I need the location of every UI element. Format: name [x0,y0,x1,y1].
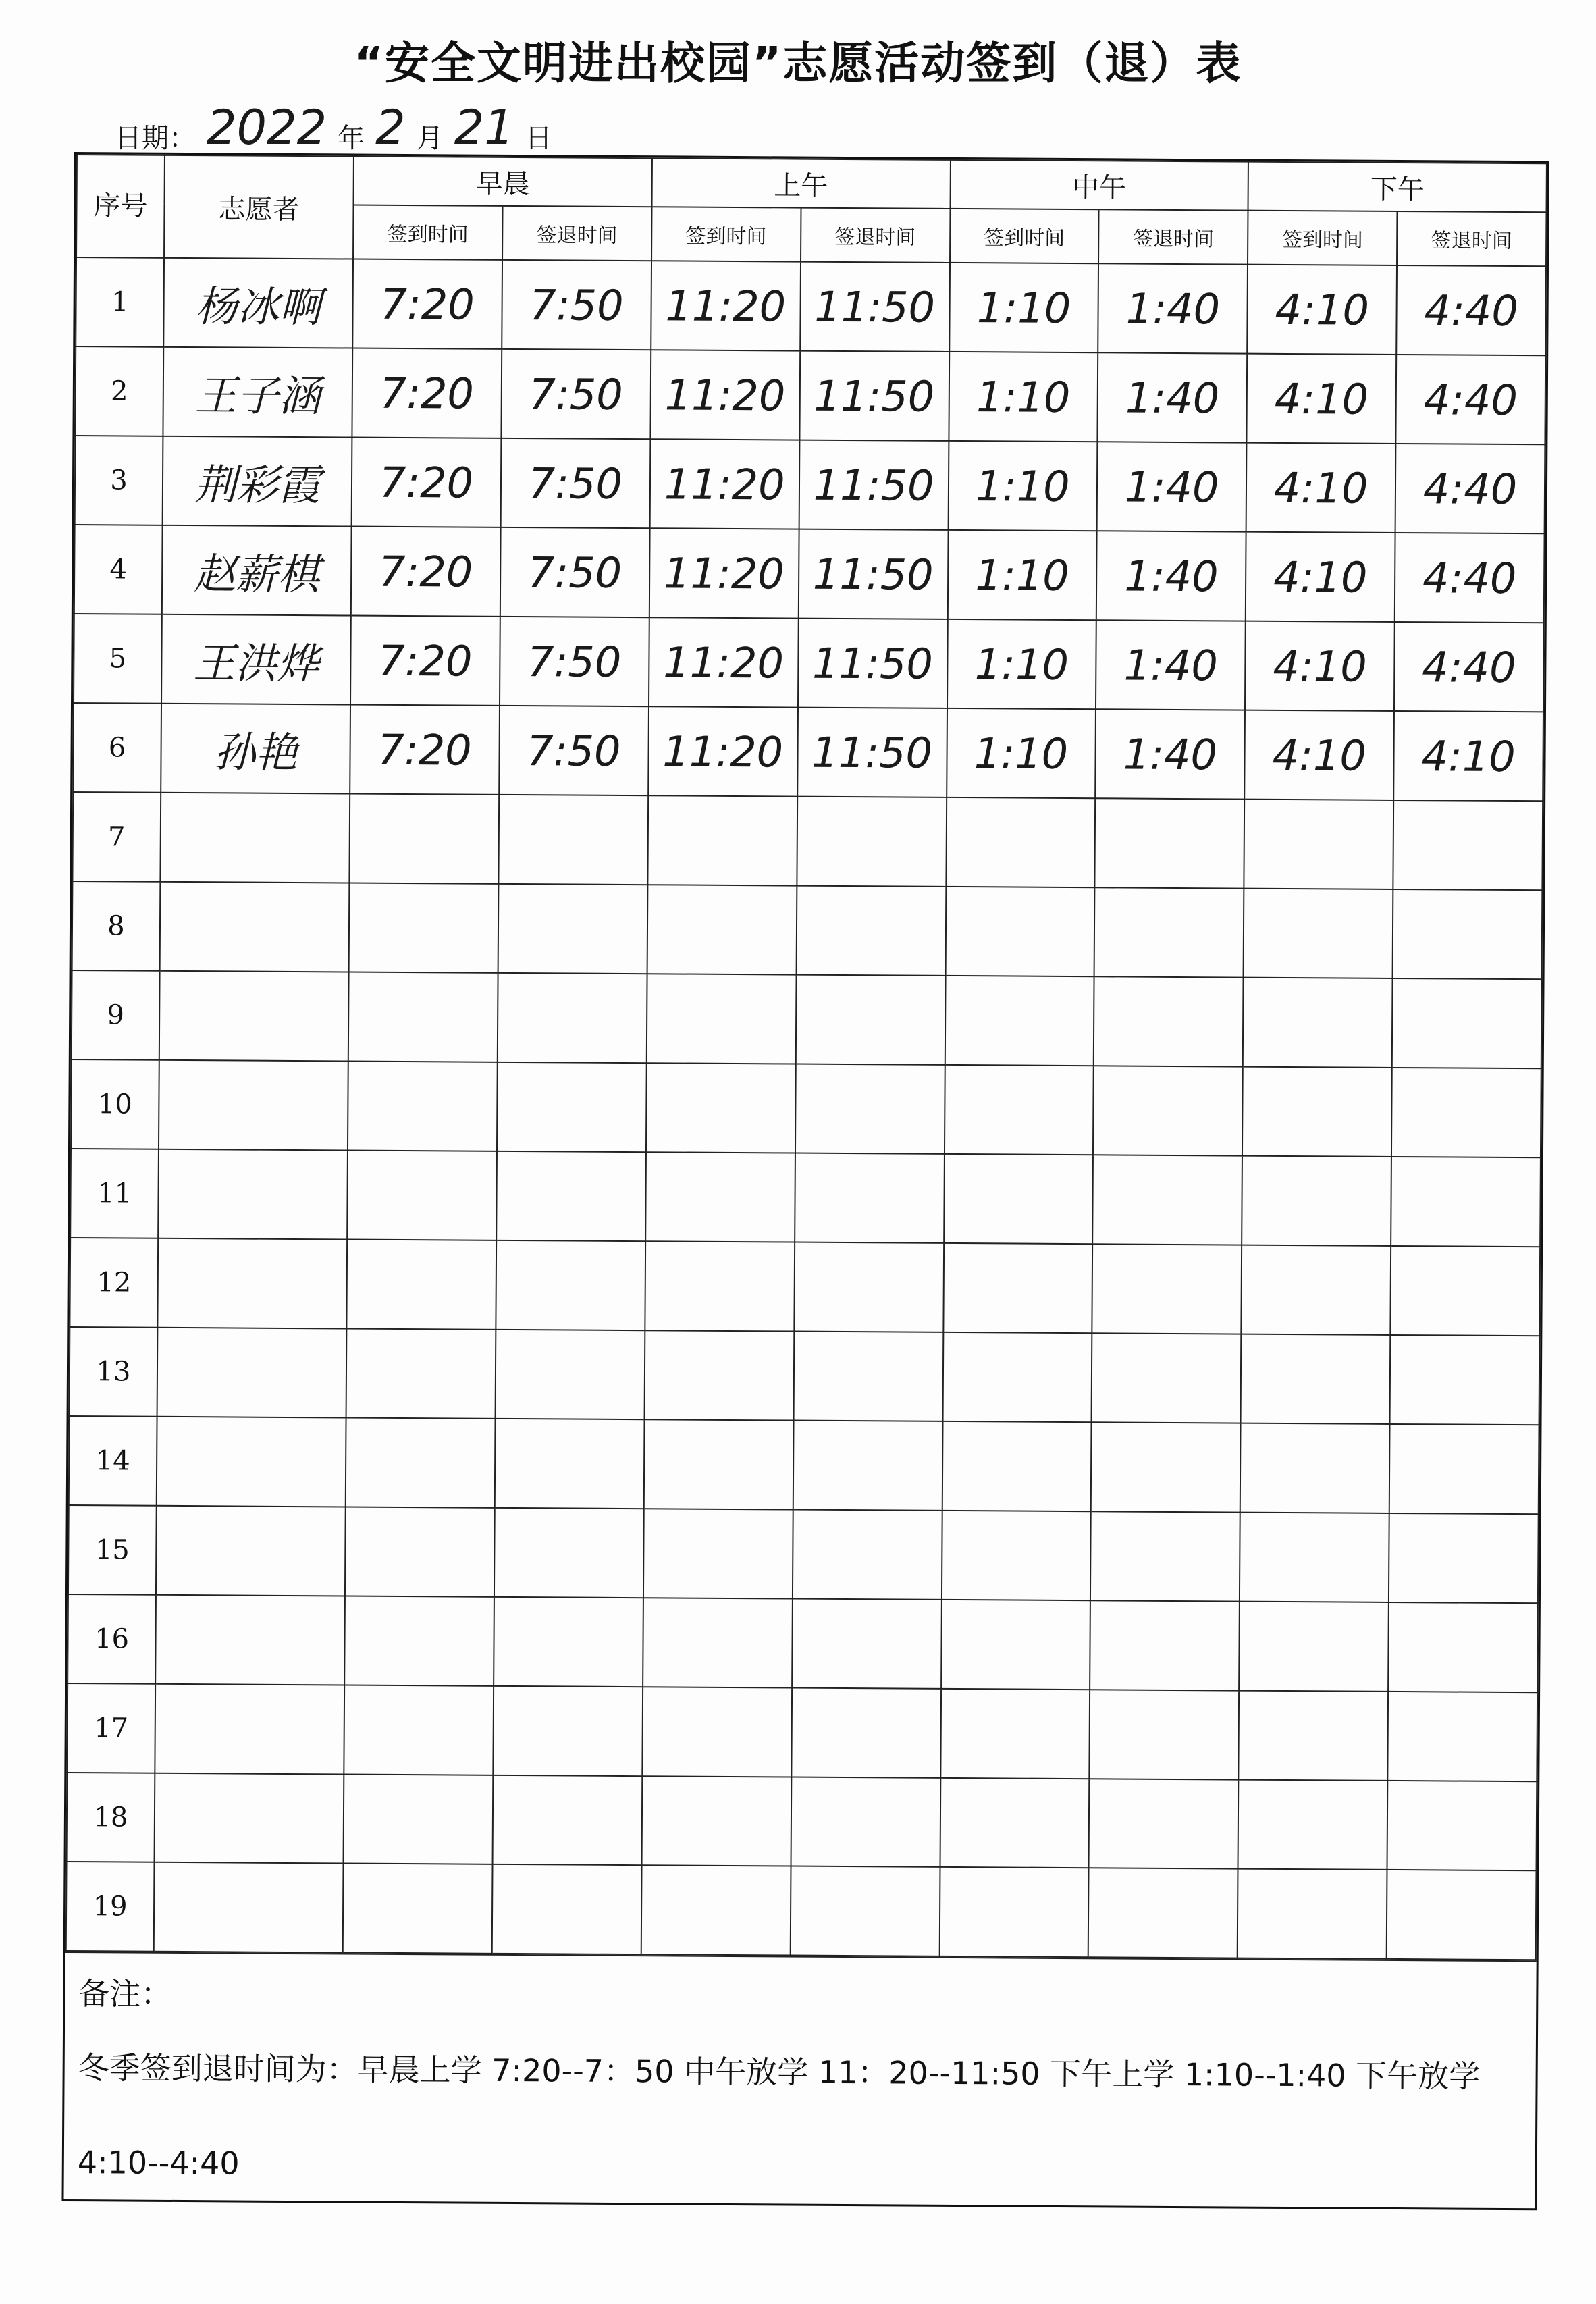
time-cell-blank [348,1062,498,1151]
table-row-empty [70,1149,1541,1247]
row-number: 3 [75,436,163,525]
time-cell: 1:40 [1098,263,1248,353]
time-cell-blank [791,1688,941,1778]
time-cell-blank [1092,1244,1242,1334]
row-number: 17 [67,1683,155,1773]
time-cell-blank [796,886,946,976]
time-cell-blank [349,883,499,973]
time-cell-blank [494,1597,643,1687]
time-cell-blank [1390,1335,1540,1425]
time-cell-blank [1244,800,1394,889]
time-cell: 7:50 [500,527,650,617]
header-sign-out: 签退时间 [801,208,950,263]
time-cell: 11:20 [649,617,799,707]
time-cell-blank [1243,978,1393,1068]
table-row [75,346,1545,444]
time-cell-blank [1387,1692,1537,1781]
table-row-empty [67,1773,1537,1870]
time-cell-blank [498,973,647,1063]
table-row [74,525,1545,623]
time-cell-blank [344,1685,494,1775]
time-cell-blank [1095,798,1245,888]
table-row-empty [70,1238,1540,1336]
table-row-empty [66,1862,1537,1960]
row-number: 11 [70,1149,159,1238]
time-cell-blank [643,1419,793,1509]
time-cell-blank [349,794,499,884]
time-cell-blank [1389,1424,1539,1514]
time-cell-blank [1094,887,1244,977]
time-cell-blank [346,1328,496,1418]
volunteer-name-blank [157,1238,347,1329]
time-cell: 4:40 [1395,444,1545,533]
time-cell-blank [1090,1690,1240,1779]
time-cell-blank [1239,1602,1389,1692]
time-cell-blank [498,884,647,974]
time-cell-blank [497,1062,647,1152]
header-volunteer: 志愿者 [164,155,354,259]
time-cell: 4:10 [1245,621,1395,711]
time-cell-blank [1242,1067,1392,1157]
date-day-unit: 日 [525,123,552,154]
remarks-section [63,1952,1536,2218]
time-cell-blank [643,1509,793,1598]
time-cell-blank [647,974,797,1064]
time-cell-blank [495,1419,645,1509]
row-number: 15 [68,1505,157,1595]
time-cell-blank [941,1511,1091,1600]
date-month-unit: 月 [416,123,444,154]
volunteer-name: 王子涵 [163,347,352,438]
time-cell: 11:50 [799,351,949,441]
time-cell-blank [946,797,1096,887]
time-cell: 11:50 [799,440,949,530]
time-cell-blank [793,1421,942,1511]
volunteer-name: 杨冰啊 [163,258,353,348]
time-cell-blank [1090,1511,1240,1601]
time-cell-blank [645,1241,795,1331]
header-session-forenoon: 上午 [651,158,950,209]
header-sign-out: 签退时间 [502,206,651,261]
header-sign-out: 签退时间 [1397,211,1546,266]
date-year: 2022 [207,100,327,155]
row-number: 7 [72,792,161,882]
time-cell-blank [346,1417,496,1507]
time-cell: 11:50 [798,619,948,708]
attendance-table [65,154,1547,1960]
time-cell: 7:50 [501,349,651,439]
time-cell-blank [1091,1422,1241,1512]
row-number: 18 [67,1773,155,1862]
volunteer-name: 孙艳 [161,704,350,794]
time-cell-blank [942,1332,1092,1422]
time-cell-blank [643,1598,793,1687]
row-number: 19 [66,1862,155,1952]
time-cell-blank [945,887,1095,976]
time-cell: 1:40 [1097,442,1247,531]
table-row-empty [68,1505,1539,1603]
header-session-morning: 早晨 [354,157,652,207]
volunteer-name: 荆彩霞 [163,436,352,527]
time-cell-blank [797,797,947,887]
time-cell-blank [347,1151,497,1240]
time-cell-blank [939,1867,1089,1957]
time-cell-blank [1393,800,1543,890]
time-cell-blank [945,976,1094,1066]
time-cell-blank [940,1689,1090,1779]
time-cell-blank [795,1064,945,1154]
time-cell: 1:10 [947,708,1096,798]
table-row-empty [72,792,1543,890]
time-cell-blank [1393,889,1543,979]
time-cell: 7:50 [502,260,651,350]
table-row-empty [72,970,1542,1068]
volunteer-name-blank [158,1149,348,1240]
remarks-label: 备注： [78,1975,172,2012]
header-sign-in: 签到时间 [1248,211,1397,265]
time-cell: 7:50 [500,617,649,706]
time-cell-blank [344,1596,494,1685]
row-number: 9 [72,970,160,1060]
time-cell: 7:20 [352,348,502,438]
time-cell-blank [343,1863,493,1953]
time-cell-blank [495,1330,645,1419]
time-cell: 7:20 [350,705,500,795]
time-cell-blank [641,1865,791,1955]
volunteer-name-blank [159,1060,348,1151]
row-number: 1 [76,257,164,347]
time-cell-blank [348,972,498,1062]
time-cell: 1:40 [1096,620,1246,710]
time-cell: 11:20 [651,261,801,350]
time-cell: 1:40 [1096,531,1246,621]
time-cell-blank [1238,1869,1387,1959]
time-cell-blank [493,1686,643,1776]
table-row [75,436,1545,533]
time-cell: 1:10 [947,619,1096,709]
time-cell-blank [492,1864,642,1954]
time-cell-blank [647,795,797,885]
time-cell-blank [1242,1156,1391,1246]
time-cell: 11:50 [800,262,950,352]
time-cell-blank [940,1778,1090,1868]
time-cell-blank [790,1866,940,1956]
volunteer-name-blank [156,1506,346,1596]
time-cell-blank [1392,978,1542,1068]
time-cell-blank [494,1508,644,1598]
time-cell-blank [496,1240,645,1330]
time-cell: 1:10 [948,441,1098,531]
row-number: 13 [70,1327,158,1417]
time-cell-blank [1242,1245,1391,1335]
time-cell-blank [793,1332,943,1421]
time-cell: 7:20 [351,527,501,617]
time-cell-blank [492,1775,642,1865]
time-cell-blank [1088,1868,1238,1958]
time-cell-blank [942,1421,1092,1511]
date-month: 2 [375,100,406,155]
time-cell: 4:40 [1396,265,1546,355]
header-seq: 序号 [76,155,165,258]
header-sign-in: 签到时间 [353,205,502,260]
time-cell: 11:50 [797,708,947,797]
time-cell: 11:20 [648,706,798,796]
header-sign-in: 签到时间 [651,207,801,261]
time-cell-blank [1389,1513,1539,1603]
volunteer-name-blank [160,882,350,972]
volunteer-name-blank [155,1595,345,1685]
table-row-empty [70,1327,1540,1425]
header-sign-out: 签退时间 [1098,209,1248,264]
date-year-unit: 年 [338,123,365,154]
row-number: 6 [73,703,161,793]
time-cell-blank [498,795,648,885]
time-cell-blank [795,975,945,1065]
header-session-afternoon: 下午 [1248,162,1547,213]
time-cell-blank [345,1507,495,1596]
time-cell: 7:20 [352,438,502,527]
date-label: 日期： [115,123,196,154]
time-cell: 4:40 [1396,355,1546,444]
volunteer-name-blank [159,971,349,1062]
time-cell-blank [1244,889,1393,978]
row-number: 12 [70,1238,158,1328]
time-cell-blank [791,1777,940,1867]
time-cell-blank [1387,1781,1537,1870]
table-row [73,703,1543,801]
time-cell-blank [1240,1513,1389,1602]
table-row-empty [68,1594,1538,1692]
time-cell: 4:10 [1246,443,1396,533]
time-cell-blank [943,1243,1093,1333]
time-cell: 4:10 [1244,710,1394,800]
time-cell-blank [646,1063,796,1153]
time-cell-blank [1093,1155,1243,1245]
header-session-noon: 中午 [950,160,1248,211]
time-cell: 11:20 [650,350,800,440]
row-number: 2 [75,346,163,436]
date-day: 21 [454,100,514,155]
row-number: 4 [74,525,163,614]
time-cell: 4:40 [1395,533,1545,623]
time-cell-blank [793,1510,942,1600]
header-sign-in: 签到时间 [950,209,1099,263]
volunteer-name-blank [160,793,350,883]
volunteer-name-blank [155,1684,344,1775]
time-cell-blank [1094,976,1244,1066]
time-cell: 4:10 [1247,354,1397,444]
table-row-empty [69,1416,1539,1514]
time-cell: 4:10 [1246,532,1395,622]
row-number: 14 [69,1416,157,1506]
volunteer-name-blank [157,1328,347,1418]
time-cell-blank [1390,1246,1540,1336]
row-number: 16 [68,1594,156,1684]
time-cell-blank [1391,1068,1541,1157]
time-cell-blank [344,1774,494,1864]
time-cell-blank [1241,1334,1391,1424]
time-cell-blank [794,1242,944,1332]
time-cell: 4:10 [1393,711,1543,801]
time-cell-blank [645,1152,795,1242]
time-cell: 1:10 [949,263,1099,352]
table-body [66,257,1546,1960]
time-cell-blank [1238,1780,1388,1870]
time-cell: 1:10 [949,352,1098,442]
time-cell: 7:50 [500,438,650,528]
table-row-empty [72,881,1543,979]
time-cell-blank [941,1600,1091,1690]
time-cell: 4:40 [1394,622,1544,712]
volunteer-name-blank [154,1862,344,1953]
time-cell-blank [1239,1691,1389,1781]
table-row [74,614,1544,712]
time-cell-blank [1093,1066,1243,1155]
row-number: 8 [72,881,161,971]
date-line [115,101,552,155]
remarks-text: 冬季签到退时间为：早晨上学 7:20--7：50 中午放学 11：20--11:50 下午上学 1:10--1:40 下午放学 4:10--4:40 [77,2049,1481,2182]
row-number: 10 [71,1059,159,1149]
time-cell-blank [944,1154,1094,1244]
volunteer-name-blank [157,1417,346,1507]
time-cell-blank [1090,1600,1240,1690]
table-row-empty [67,1683,1537,1781]
time-cell-blank [346,1239,496,1329]
time-cell-blank [795,1153,945,1243]
document-title: “安全文明进出校园”志愿活动签到（退）表 [354,37,1242,89]
time-cell-blank [496,1151,646,1241]
time-cell-blank [792,1599,942,1689]
table-row [76,257,1546,355]
time-cell-blank [1089,1779,1239,1868]
time-cell-blank [1387,1870,1537,1960]
volunteer-name: 赵薪棋 [162,525,352,616]
table-row-empty [71,1059,1541,1157]
time-cell-blank [642,1687,792,1777]
time-cell-blank [641,1776,791,1866]
time-cell-blank [644,1330,794,1420]
time-cell: 11:20 [649,439,799,529]
time-cell: 7:50 [499,706,649,795]
time-cell-blank [1092,1333,1242,1423]
time-cell-blank [647,885,797,974]
time-cell-blank [1388,1602,1538,1692]
time-cell: 1:40 [1096,709,1246,799]
volunteer-name-blank [155,1773,344,1864]
row-number: 5 [74,614,162,704]
time-cell-blank [1240,1423,1390,1513]
time-cell: 11:20 [649,528,799,618]
time-cell: 7:20 [352,259,502,349]
time-cell-blank [944,1065,1094,1155]
time-cell: 4:10 [1247,265,1397,355]
time-cell: 1:10 [947,530,1097,620]
time-cell: 1:40 [1098,352,1248,442]
time-cell: 11:50 [798,529,948,619]
volunteer-name: 王洪烨 [161,614,351,705]
time-cell: 7:20 [350,616,500,706]
time-cell-blank [1391,1157,1541,1247]
sign-in-sheet [61,152,1549,2210]
